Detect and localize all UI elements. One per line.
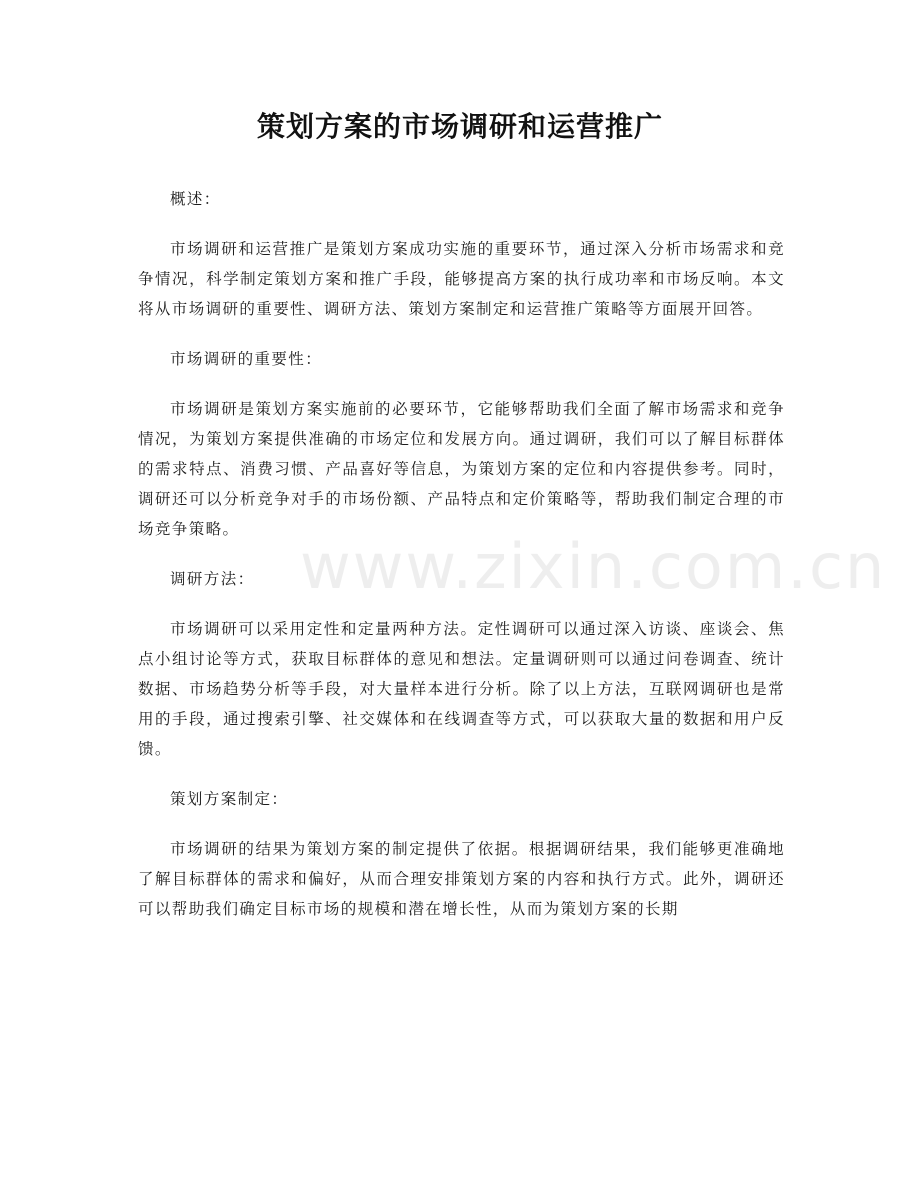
paragraph-overview: 市场调研和运营推广是策划方案成功实施的重要环节，通过深入分析市场需求和竞争情况，科学制定策划方案和推广手段，能够提高方案的执行成功率和市场反响。本文将从市场调研的重要性、调研方法、策划方案制定和运营推广策略等方面展开回答。 <box>138 240 785 318</box>
section-heading-plan: 策划方案制定： <box>170 790 289 808</box>
section-heading-overview: 概述： <box>170 190 221 208</box>
paragraph-methods: 市场调研可以采用定性和定量两种方法。定性调研可以通过深入访谈、座谈会、焦点小组讨论等方式，获取目标群体的意见和想法。定量调研则可以通过问卷调查、统计数据、市场趋势分析等手段，对大量样本进行分析。除了以上方法，互联网调研也是常用的手段，通过搜索引擎、社交媒体和在线调查等方式，可以获取大量的数据和用户反馈。 <box>138 620 785 758</box>
watermark: www.zixin.com.cn <box>300 530 887 603</box>
section-heading-importance: 市场调研的重要性： <box>170 350 323 368</box>
paragraph-plan: 市场调研的结果为策划方案的制定提供了依据。根据调研结果，我们能够更准确地了解目标群体的需求和偏好，从而合理安排策划方案的内容和执行方式。此外，调研还可以帮助我们确定目标市场的规模和潜在增长性，从而为策划方案的长期 <box>138 840 785 918</box>
document-title: 策划方案的市场调研和运营推广 <box>256 110 663 143</box>
document-body <box>138 184 887 944</box>
paragraph-importance: 市场调研是策划方案实施前的必要环节，它能够帮助我们全面了解市场需求和竞争情况，为策划方案提供准确的市场定位和发展方向。通过调研，我们可以了解目标群体的需求特点、消费习惯、产品喜好等信息，为策划方案的定位和内容提供参考。同时，调研还可以分析竞争对手的市场份额、产品特点和定价策略等，帮助我们制定合理的市场竞争策略。 <box>138 400 785 538</box>
section-heading-methods: 调研方法： <box>170 570 255 588</box>
